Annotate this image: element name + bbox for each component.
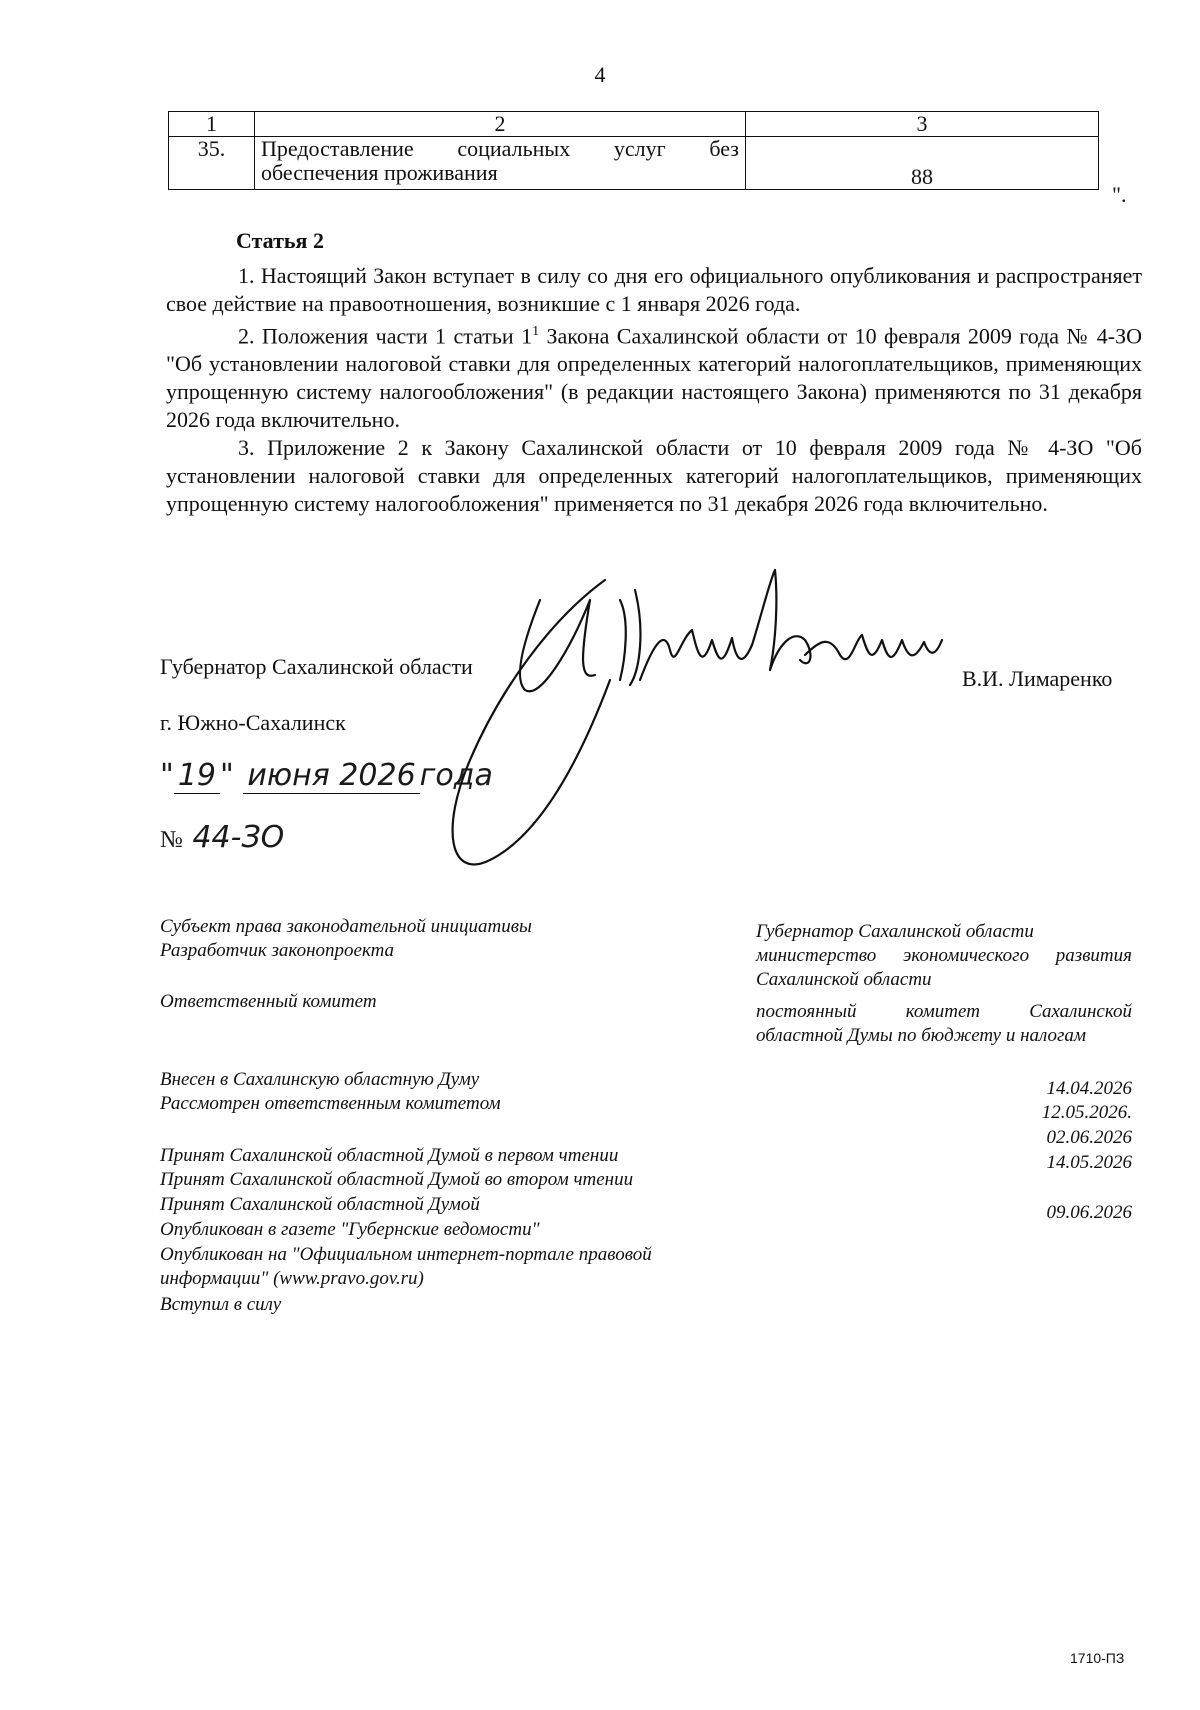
meta-subject-label: Субъект права законодательной инициативы [160, 916, 532, 937]
meta-date: 02.06.2026 [1046, 1127, 1132, 1148]
meta-developer-value: министерство экономического развития Сахалинской области [756, 945, 1132, 990]
row-service-line2: обеспечения проживания [261, 160, 498, 185]
date-month-year: июня 2026 [243, 758, 419, 794]
meta-adopted-label: Принят Сахалинской областной Думой [160, 1194, 480, 1215]
meta-second-reading-label: Принят Сахалинской областной Думой во втором чтении [160, 1169, 634, 1190]
meta-subject-value: Губернатор Сахалинской области [756, 921, 1034, 942]
number-value: 44-ЗО [192, 820, 285, 855]
article-paragraph-1: 1. Настоящий Закон вступает в силу со дня его официального опубликования и распространяет свое действие на правоотношения, возникшие с 1 января 2026 года. [166, 263, 1142, 316]
service-word: социальных [457, 136, 571, 161]
services-table [168, 111, 1099, 190]
table-header-row [169, 112, 1099, 137]
article-body [166, 262, 1142, 518]
meta-committee-label: Ответственный комитет [160, 991, 377, 1012]
article-paragraph-3: 3. Приложение 2 к Закону Сахалинской области от 10 февраля 2009 года № 4-ЗО "Об установлении налоговой ставки для определенных категорий налогоплательщиков, применяющих упрощенную систему налогообложения" применяется по 31 декабря 2026 года включительно. [166, 435, 1142, 517]
closing-quote: ". [1112, 182, 1127, 207]
governor-position: Губернатор Сахалинской области [160, 654, 473, 679]
meta-committee-value: постоянный комитет Сахалинской областной Думы по бюджету и налогам [756, 1001, 1132, 1046]
row-service-name [255, 137, 746, 190]
meta-published-portal-label: Опубликован на "Официальном интернет-портале правовой информации" (www.pravo.gov.ru) [160, 1244, 652, 1289]
meta-entered-label: Вступил в силу [160, 1294, 282, 1315]
meta-developer-label: Разработчик законопроекта [160, 940, 395, 961]
service-word: без [709, 136, 739, 161]
date-day: 19 [174, 758, 220, 794]
page-number: 4 [594, 62, 606, 87]
table-header-cell: 3 [746, 112, 1099, 137]
law-number [160, 820, 284, 855]
article-title: Статья 2 [236, 228, 324, 253]
signing-city: г. Южно-Сахалинск [160, 710, 346, 735]
service-word: услуг [613, 136, 666, 161]
article-paragraph-2 [166, 318, 1142, 434]
governor-signature [430, 560, 990, 900]
meta-submitted-label: Внесен в Сахалинскую областную Думу [160, 1069, 480, 1090]
service-word: Предоставление [261, 136, 414, 161]
paragraph-2-start: 2. Положения части 1 статьи 1 [238, 323, 533, 349]
date-quote: " [160, 758, 174, 793]
meta-date: 09.06.2026 [1046, 1202, 1132, 1223]
date-quote: " [220, 758, 234, 793]
row-value: 88 [911, 164, 933, 189]
governor-name: В.И. Лимаренко [962, 666, 1113, 691]
number-label: № [160, 827, 183, 853]
meta-date: 14.04.2026 [1046, 1078, 1132, 1099]
meta-published-gazette-label: Опубликован в газете "Губернские ведомости" [160, 1219, 540, 1240]
meta-date: 12.05.2026. [1041, 1102, 1132, 1123]
table-header-cell: 1 [169, 112, 255, 137]
table-row [169, 137, 1099, 190]
row-number: 35. [169, 137, 255, 190]
superscript: 1 [532, 324, 540, 339]
paragraph-2-rest: Закона Сахалинской области от 10 февраля 2009 года № 4-ЗО "Об установлении налоговой ставки для определенных категорий налогоплательщиков, применяющих упрощенную систему налогообложения" (в редакции настоящего Закона) применяются по 31 декабря 2026 года включительно. [166, 323, 1142, 433]
date-suffix: года [419, 758, 493, 793]
row-service-line1 [261, 137, 739, 161]
table-header-cell: 2 [255, 112, 746, 137]
meta-reviewed-label: Рассмотрен ответственным комитетом [160, 1093, 501, 1114]
meta-date: 14.05.2026 [1046, 1152, 1132, 1173]
footer-code: 1710-ПЗ [1070, 1650, 1125, 1666]
meta-first-reading-label: Принят Сахалинской областной Думой в первом чтении [160, 1145, 619, 1166]
row-value-cell [746, 137, 1099, 190]
